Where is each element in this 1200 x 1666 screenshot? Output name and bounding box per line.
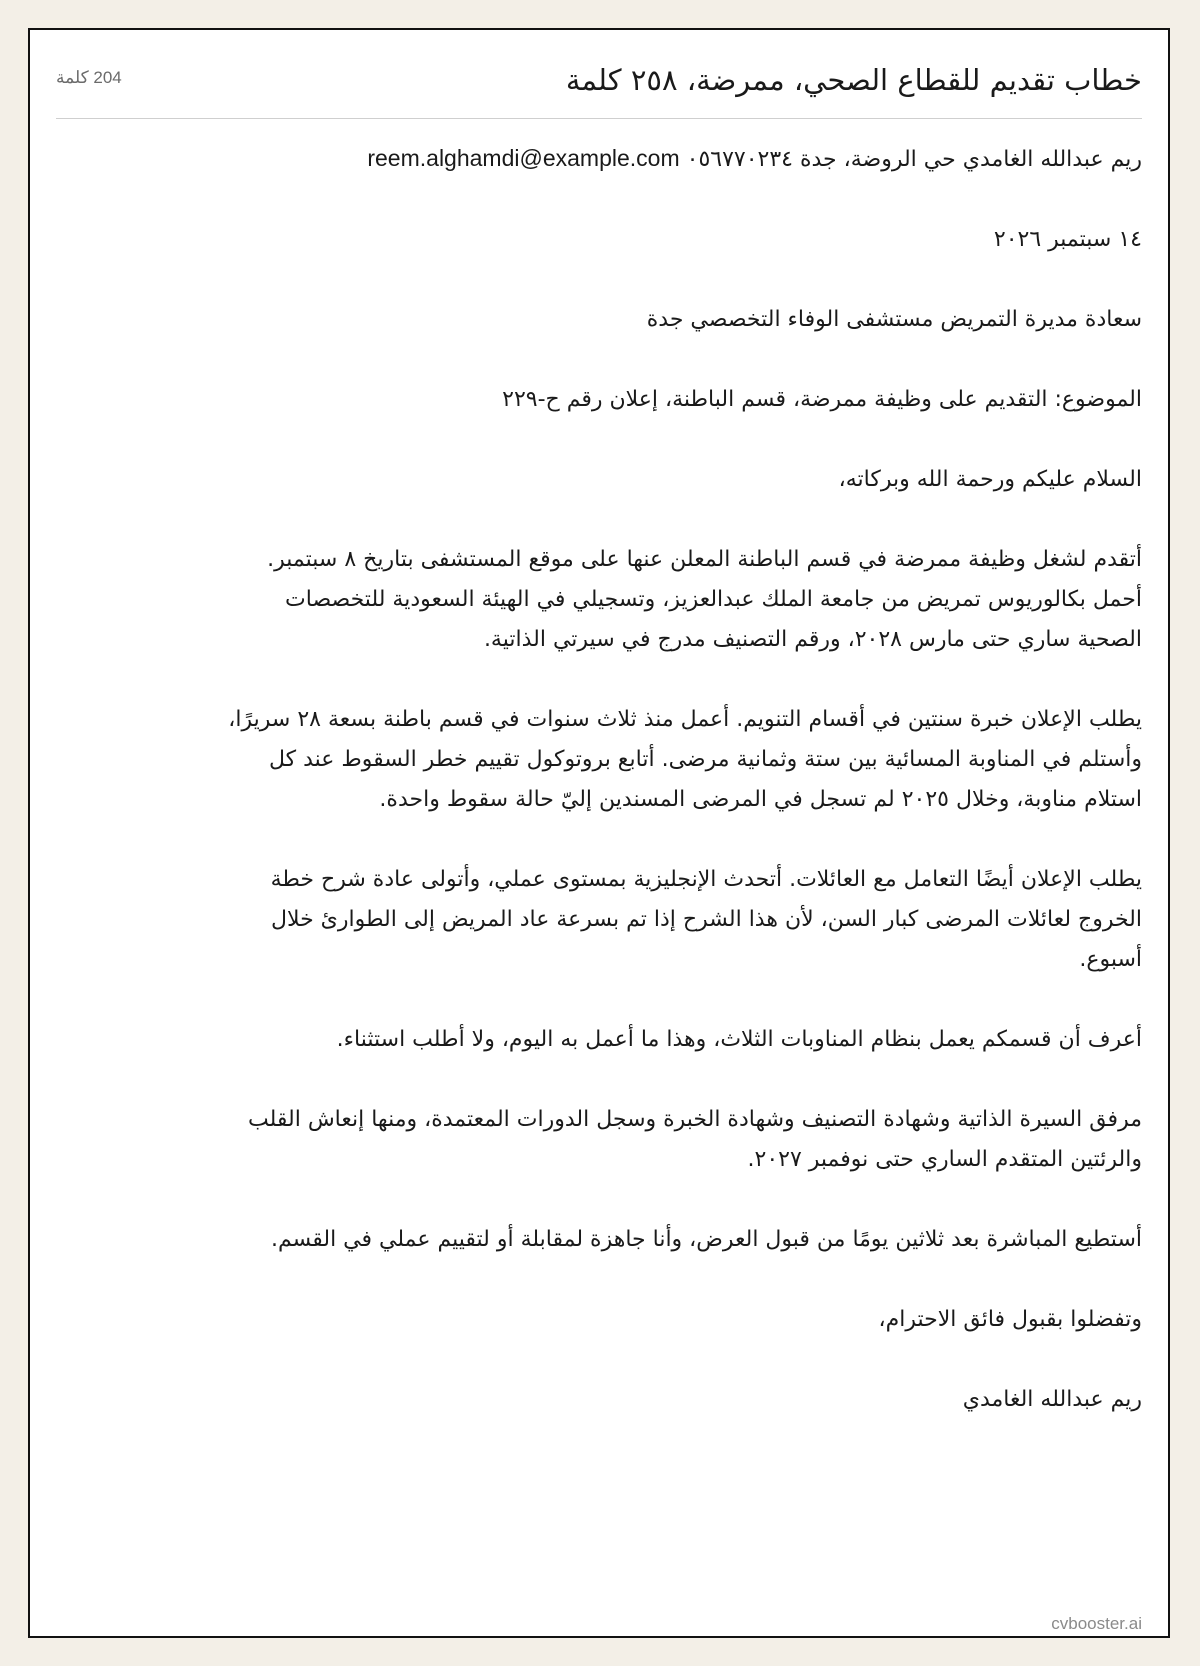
word-count-badge: 204 كلمة: [56, 68, 122, 87]
body-paragraph: أعرف أن قسمكم يعمل بنظام المناوبات الثلاث، وهذا ما أعمل به اليوم، ولا أطلب استثناء.: [336, 1027, 1142, 1052]
watermark: cvbooster.ai: [1051, 1614, 1142, 1633]
document-title: خطاب تقديم للقطاع الصحي، ممرضة، ٢٥٨ كلمة: [565, 63, 1142, 97]
letter-date: ١٤ سبتمبر ٢٠٢٦: [993, 227, 1142, 252]
sender-contact: ريم عبدالله الغامدي حي الروضة، جدة ٠٥٦٧٧٠٢٣٤: [686, 147, 1142, 172]
body-paragraph: مرفق السيرة الذاتية وشهادة التصنيف وشهادة الخبرة وسجل الدورات المعتمدة، ومنها إنعاش القلب والرئتين المتقدم الساري حتى نوفمبر ٢٠٢٧.: [248, 1107, 1142, 1172]
sender-email: reem.alghamdi@example.com: [367, 145, 680, 171]
document-header: [56, 58, 1142, 119]
subject-line: الموضوع: التقديم على وظيفة ممرضة، قسم الباطنة، إعلان رقم ح-٢٢٩: [502, 387, 1142, 412]
body-paragraph: يطلب الإعلان خبرة سنتين في أقسام التنويم. أعمل منذ ثلاث سنوات في قسم باطنة بسعة ٢٨ سريرًا، وأستلم في المناوبة المسائية بين ستة وثمانية مرضى. أتابع بروتوكول تقييم خطر السقوط عند كل استلام مناوبة، وخلال ٢٠٢٥ لم تسجل في المرضى المسندين إليّ حالة سقوط واحدة.: [228, 707, 1142, 812]
document-page: [28, 28, 1170, 1638]
greeting: السلام عليكم ورحمة الله وبركاته،: [838, 467, 1142, 492]
letter-body: [222, 138, 1142, 1420]
signature: ريم عبدالله الغامدي: [962, 1387, 1142, 1412]
body-paragraph: يطلب الإعلان أيضًا التعامل مع العائلات. أتحدث الإنجليزية بمستوى عملي، وأتولى عادة شرح خطة الخروج لعائلات المرضى كبار السن، لأن هذا الشرح إذا تم بسرعة عاد المريض إلى الطوارئ خلال أسبوع.: [270, 867, 1142, 972]
closing-line: وتفضلوا بقبول فائق الاحترام،: [878, 1307, 1142, 1332]
body-paragraph: أستطيع المباشرة بعد ثلاثين يومًا من قبول العرض، وأنا جاهزة لمقابلة أو لتقييم عملي في القسم.: [270, 1227, 1142, 1252]
recipient-line: سعادة مديرة التمريض مستشفى الوفاء التخصصي جدة: [646, 307, 1142, 332]
contact-line: [222, 138, 1142, 180]
body-paragraph: أتقدم لشغل وظيفة ممرضة في قسم الباطنة المعلن عنها على موقع المستشفى بتاريخ ٨ سبتمبر. أحمل بكالوريوس تمريض من جامعة الملك عبدالعزيز، وتسجيلي في الهيئة السعودية للتخصصات الصحية ساري حتى مارس ٢٠٢٨، ورقم التصنيف مدرج في سيرتي الذاتية.: [267, 547, 1142, 652]
